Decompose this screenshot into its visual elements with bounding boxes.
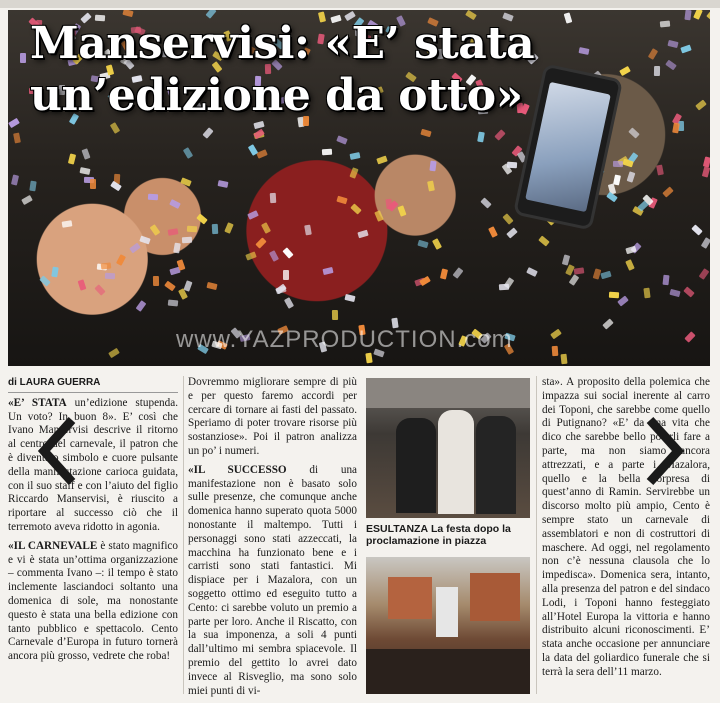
confetti-piece xyxy=(269,250,279,262)
confetti-piece xyxy=(182,237,192,244)
confetti-piece xyxy=(494,129,505,140)
confetti-piece xyxy=(20,53,26,63)
confetti-piece xyxy=(662,275,669,286)
confetti-piece xyxy=(110,181,122,191)
confetti-piece xyxy=(417,240,428,249)
confetti-piece xyxy=(13,133,21,144)
paragraph-lead: «IL SUCCESSO xyxy=(188,463,287,476)
confetti-piece xyxy=(480,197,491,208)
paragraph xyxy=(542,376,710,680)
confetti-piece xyxy=(8,118,20,128)
confetti-piece xyxy=(560,354,567,365)
confetti-piece xyxy=(654,66,660,76)
confetti-piece xyxy=(660,21,670,28)
confetti-piece xyxy=(245,251,256,260)
confetti-piece xyxy=(643,288,650,299)
confetti-piece xyxy=(101,262,112,269)
confetti-piece xyxy=(569,274,580,286)
column-divider xyxy=(183,376,184,694)
confetti-piece xyxy=(21,195,33,205)
confetti-piece xyxy=(11,174,19,185)
confetti-piece xyxy=(669,289,680,297)
confetti-piece xyxy=(440,268,448,279)
confetti-piece xyxy=(600,271,611,280)
confetti-piece xyxy=(432,238,442,250)
confetti-piece xyxy=(136,300,147,312)
confetti-piece xyxy=(202,127,213,138)
confetti-piece xyxy=(116,254,126,266)
confetti-piece xyxy=(108,348,120,358)
paragraph-text: di una manifestazione non è basato solo sulle presenze, che comunque anche domenica hanno superato quota 5000 nonostante il maltempo. Tutti i personaggi sono stati azzeccati, la macchina ha funzionato bene e i carristi sono stati fantastici. Mi dispiace per i Mazalora, con un soggetto ottimo ed eseguito tutto a Cento: ci sarebbe voluto un premio a parte per loro. Anche il Riscatto, con la sua imponenza, a soli 4 punti dall’ultimo mi sembra spiacevole. Il premio del gettito lo avrei dato invece al Risveglio, ma sono solo miei punti di vi- xyxy=(188,463,358,697)
confetti-piece xyxy=(344,294,355,302)
confetti-piece xyxy=(164,281,176,292)
confetti-piece xyxy=(94,284,105,295)
byline: di LAURA GUERRA xyxy=(8,376,178,393)
confetti-piece xyxy=(349,167,358,178)
confetti-piece xyxy=(183,147,193,159)
confetti-piece xyxy=(275,286,286,295)
confetti-piece xyxy=(332,310,338,320)
confetti-piece xyxy=(336,196,347,205)
confetti-piece xyxy=(180,177,192,186)
caption-kicker: ESULTANZA xyxy=(366,523,429,535)
confetti-piece xyxy=(283,270,289,280)
confetti-piece xyxy=(627,171,636,182)
watermark: www.YAZPRODUCTION.com xyxy=(176,326,513,353)
headline-line-1: Manservisi: «E’ stata xyxy=(30,18,535,69)
confetti-piece xyxy=(196,213,208,224)
paragraph-text: un’edizione stupenda. Un voto? In buon 8». E’ così che Ivano Manservisi descrive il ritorno al centro del carnevale, il patron che è diventato simbolo e cuore pulsante della manifestazione carioca guidata, con il suo staff e con l’aiuto del figlio Riccardo Manservisi, è riuscito a riportare al successo ciò che il terremoto aveva ridotto in agonia. xyxy=(8,396,178,533)
photo-caption xyxy=(366,523,530,547)
confetti-piece xyxy=(153,276,159,286)
confetti-piece xyxy=(507,162,517,169)
paragraph xyxy=(8,397,178,535)
column-4 xyxy=(542,376,710,685)
confetti-piece xyxy=(662,186,673,197)
confetti-piece xyxy=(29,181,36,192)
confetti-piece xyxy=(168,299,179,306)
confetti-piece xyxy=(376,156,387,165)
confetti-piece xyxy=(701,237,710,249)
confetti-piece xyxy=(429,161,436,172)
confetti-piece xyxy=(606,192,618,203)
confetti-piece xyxy=(206,282,217,290)
confetti-piece xyxy=(270,193,277,203)
celebration-photo xyxy=(366,378,530,518)
paragraph-text: è stato magnifico e vi è stata un’ottima organizzazione – commenta Ivano –: il tempo è stato inclemente lasciandoci soltanto una domenica di sole, ma nonostante questo è stata una bella edizione con tanto pubblico e spettacolo. Cento Carnevale d’Europa in futuro tornerà ancora più grosso, vedrete che roba! xyxy=(8,539,178,663)
confetti-piece xyxy=(357,230,368,239)
confetti-piece xyxy=(613,161,623,167)
confetti-piece xyxy=(625,259,635,271)
confetti-piece xyxy=(680,45,691,54)
confetti-piece xyxy=(350,203,361,214)
confetti-piece xyxy=(550,329,562,340)
confetti-piece xyxy=(322,149,332,156)
confetti-piece xyxy=(703,156,710,167)
confetti-piece xyxy=(129,243,141,254)
confetti-piece xyxy=(665,60,677,71)
confetti-piece xyxy=(488,226,498,238)
confetti-piece xyxy=(322,267,333,275)
confetti-piece xyxy=(150,224,161,236)
confetti-piece xyxy=(593,268,602,279)
confetti-piece xyxy=(81,148,90,159)
confetti-piece xyxy=(628,127,639,138)
confetti-piece xyxy=(691,224,702,235)
confetti-piece xyxy=(699,268,710,280)
paragraph xyxy=(188,376,357,459)
confetti-piece xyxy=(526,267,538,277)
confetti-piece xyxy=(224,222,233,234)
headline xyxy=(30,18,650,122)
paragraph-lead: «IL CARNEVALE xyxy=(8,539,98,552)
previous-arrow-icon[interactable] xyxy=(38,416,78,486)
confetti-piece xyxy=(68,153,76,164)
confetti-piece xyxy=(613,174,621,185)
confetti-piece xyxy=(702,166,710,177)
confetti-piece xyxy=(552,346,559,356)
confetti-piece xyxy=(90,179,96,189)
confetti-piece xyxy=(506,227,517,238)
confetti-piece xyxy=(365,353,372,364)
paragraph-text: Dovremmo migliorare sempre di più e per questo faremo accordi per cercare di tornare ai fasti del passato. Speriamo di poter trovare risorse più sostanziose». Poi il patron analizza un po’ i numeri. xyxy=(188,376,357,457)
confetti-piece xyxy=(139,236,150,245)
confetti-piece xyxy=(282,247,293,258)
confetti-piece xyxy=(684,10,691,20)
confetti-piece xyxy=(173,243,181,254)
confetti-piece xyxy=(502,213,513,224)
confetti-piece xyxy=(427,181,435,192)
paragraph xyxy=(8,540,178,664)
confetti-piece xyxy=(420,129,431,138)
column-divider xyxy=(536,376,537,694)
confetti-piece xyxy=(667,40,678,48)
top-bar xyxy=(0,0,720,8)
confetti-piece xyxy=(284,297,294,309)
confetti-piece xyxy=(695,100,707,111)
confetti-piece xyxy=(256,149,268,158)
confetti-piece xyxy=(672,123,680,134)
confetti-piece xyxy=(683,286,694,297)
headline-line-2: un’edizione da otto» xyxy=(30,70,523,121)
confetti-piece xyxy=(148,194,158,201)
confetti-piece xyxy=(62,220,73,227)
crowd-photo xyxy=(366,557,530,694)
confetti-piece xyxy=(336,135,348,144)
confetti-piece xyxy=(78,279,87,290)
confetti-piece xyxy=(684,331,695,342)
confetti-piece xyxy=(609,292,619,299)
confetti-piece xyxy=(168,228,179,236)
next-arrow-icon[interactable] xyxy=(644,416,684,486)
confetti-piece xyxy=(51,267,58,278)
confetti-piece xyxy=(79,167,90,175)
column-2 xyxy=(188,376,357,703)
confetti-piece xyxy=(538,235,550,246)
confetti-piece xyxy=(247,210,259,220)
confetti-piece xyxy=(374,210,383,222)
confetti-piece xyxy=(574,267,585,274)
confetti-piece xyxy=(602,318,613,329)
column-1 xyxy=(8,376,178,669)
confetti-piece xyxy=(499,284,509,291)
confetti-piece xyxy=(110,122,120,134)
confetti-piece xyxy=(187,226,197,233)
confetti-piece xyxy=(397,205,406,216)
caption-text: La festa dopo la proclamazione in piazza xyxy=(366,523,511,547)
confetti-piece xyxy=(453,267,464,279)
confetti-piece xyxy=(122,10,133,17)
confetti-piece xyxy=(39,275,50,286)
confetti-piece xyxy=(350,152,361,160)
hero-photo xyxy=(8,10,710,366)
confetti-piece xyxy=(477,132,485,143)
confetti-piece xyxy=(253,121,264,129)
paragraph-lead: «E’ STATA xyxy=(8,396,67,409)
confetti-piece xyxy=(656,165,664,176)
paragraph xyxy=(188,464,357,699)
confetti-piece xyxy=(169,199,181,209)
confetti-piece xyxy=(212,224,219,234)
confetti-piece xyxy=(693,10,703,20)
confetti-piece xyxy=(706,11,710,22)
confetti-piece xyxy=(617,296,629,307)
confetti-piece xyxy=(304,225,312,236)
confetti-piece xyxy=(218,180,229,188)
confetti-piece xyxy=(105,273,115,280)
paragraph-text: sta». A proposito della polemica che impazza sui social inerente al carro dei Toponi, che sarebbe come quello di Putignano? «E’ da una vita che dico che sarebbe bello poterli fare a parte, ma non siamo ancora attrezzati, e a parte i Mazalora, quello e la bella sorpresa di quest’anno di Ramin. Servirebbe un discorso molto più ampio, Cento è sempre stato un carnevale di assemblatori e non di costruttori di maschere. Ad oggi, nel regolamento non c’è nessuna clausola che lo impedisca». Domenica sera, intanto, alla presenza del patron e del sindaco Lodi, i Toponi hanno festeggiato all’Hotel Europa la vittoria e hanno distribuito alcuni riconoscimenti. E’ stata anche occasione per annunciare la data del goliardico funerale che si terrà la sera dell’11 marzo. xyxy=(542,376,710,678)
confetti-piece xyxy=(261,222,271,234)
confetti-piece xyxy=(255,237,266,248)
